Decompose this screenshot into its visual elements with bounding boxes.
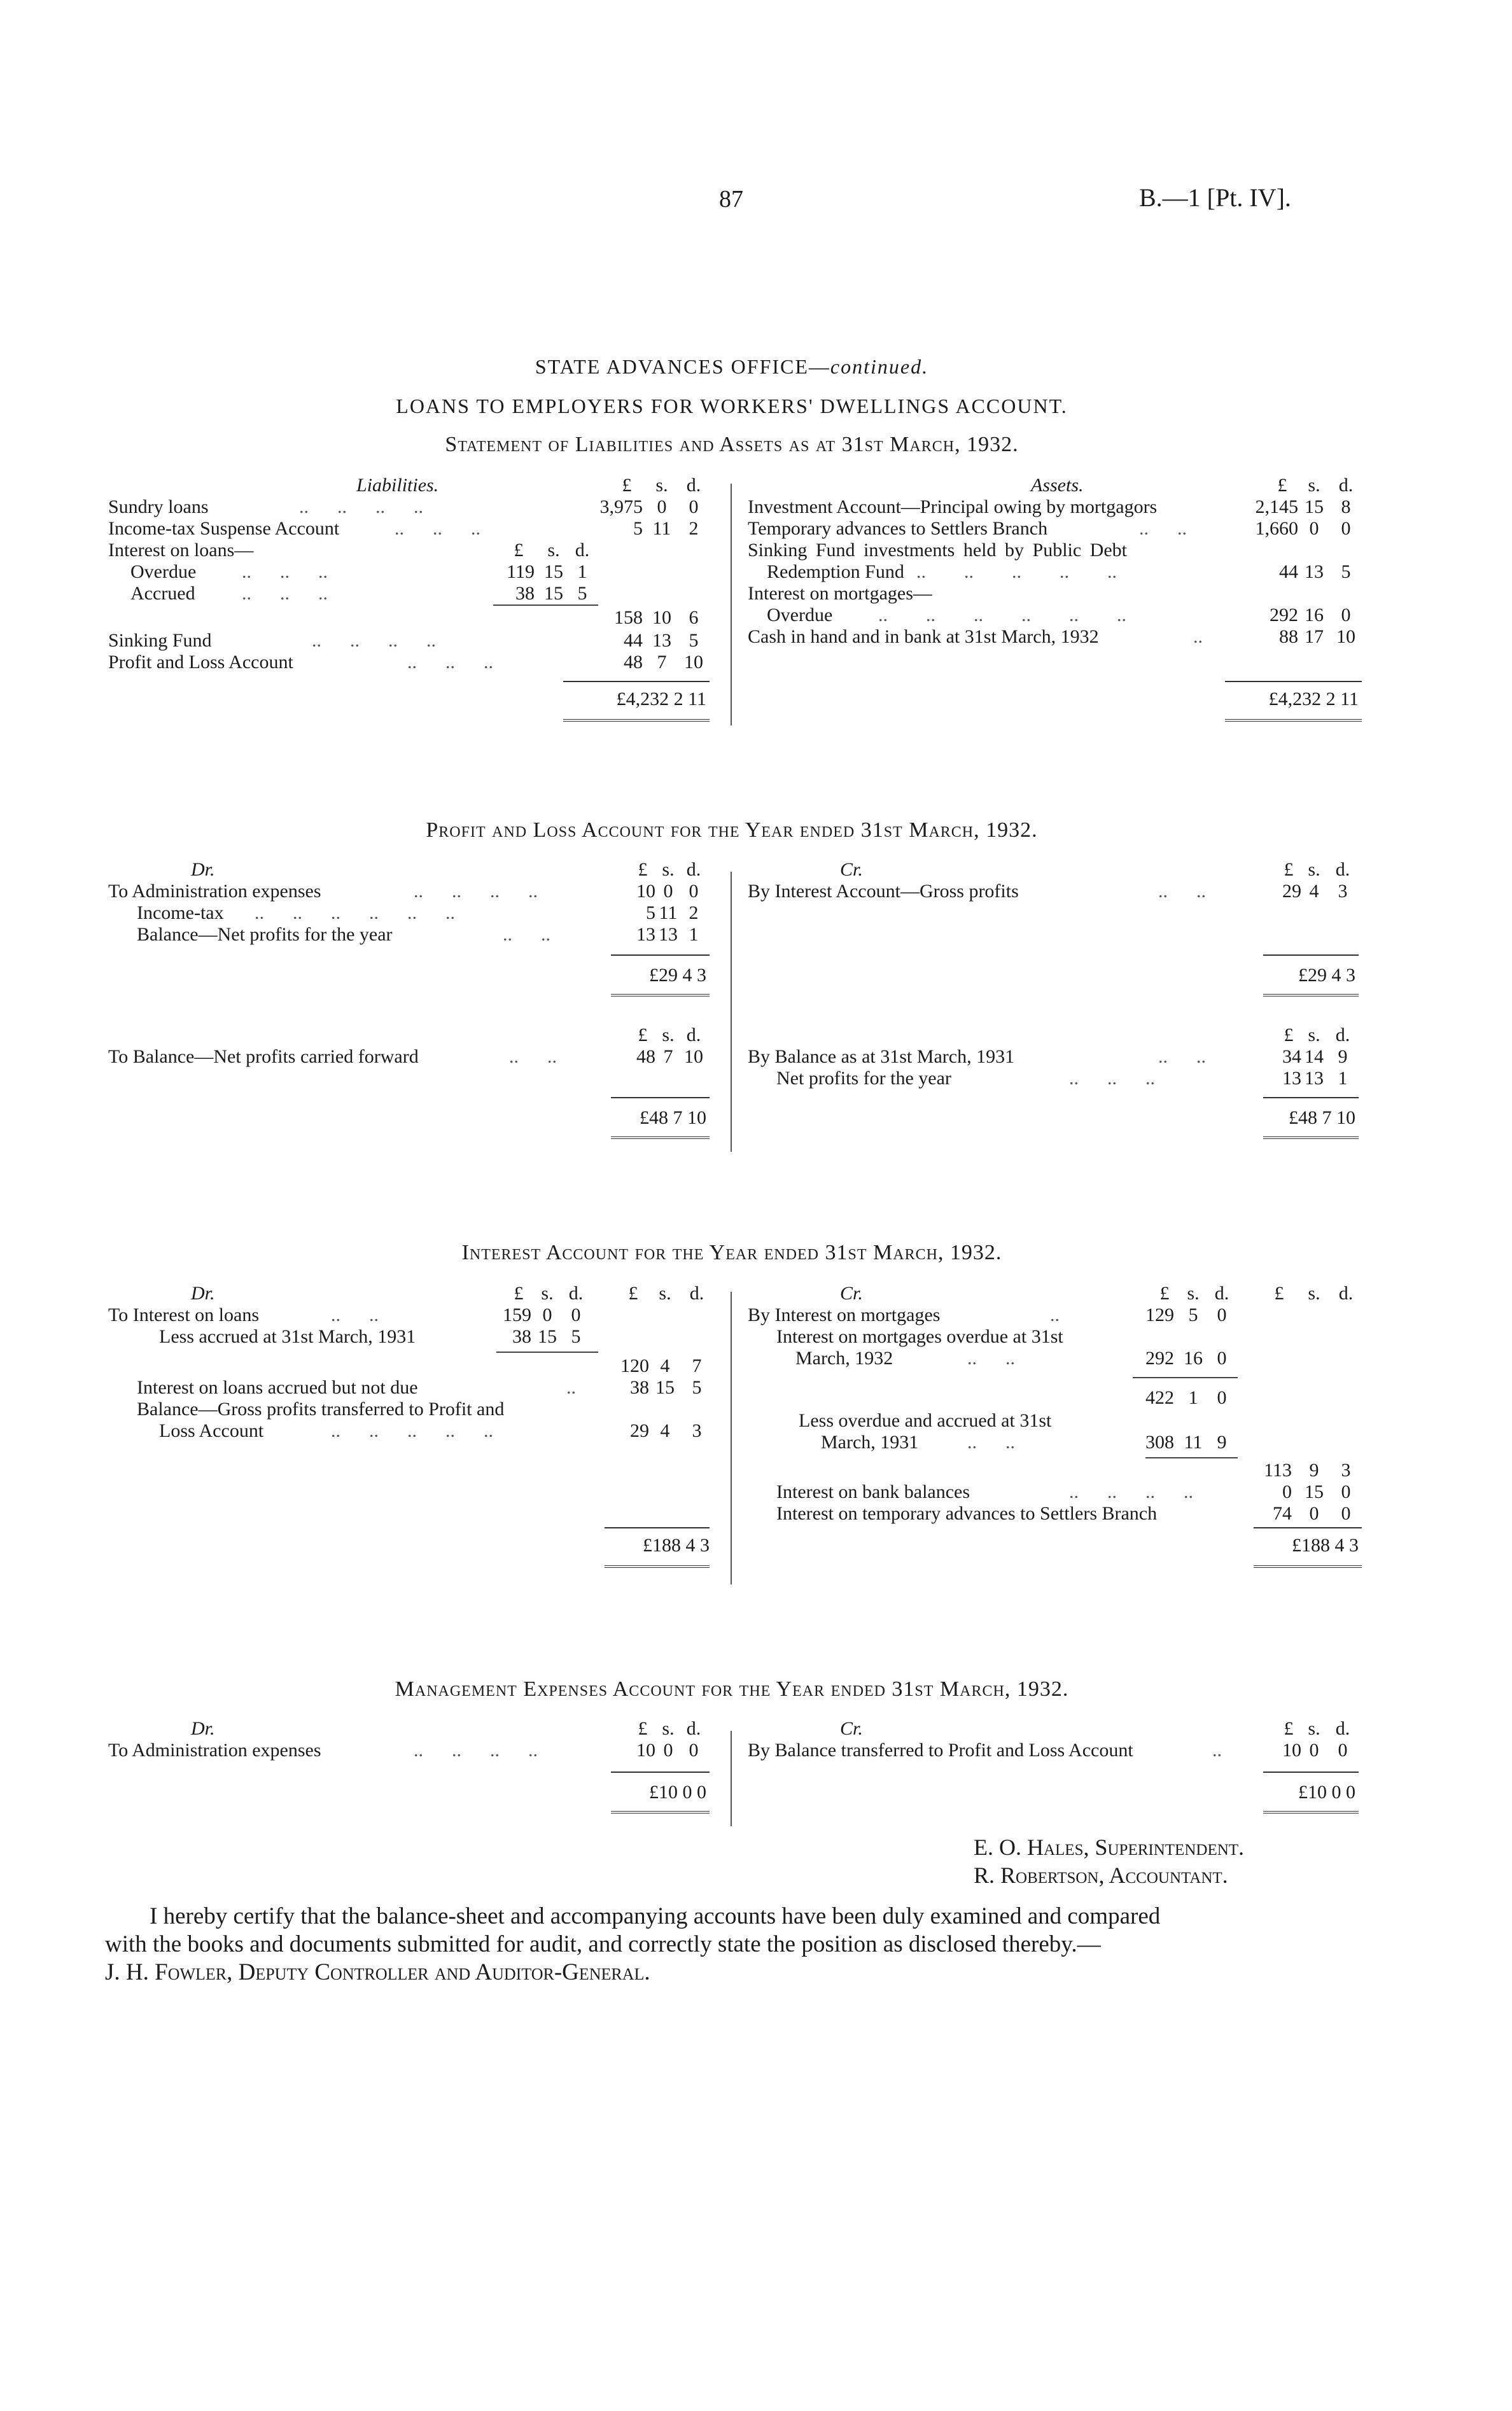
total-rule <box>1263 1772 1359 1773</box>
amount-pounds: 10 <box>636 1740 655 1761</box>
less-accrued-label: Less accrued at 31st March, 1931 <box>159 1326 416 1347</box>
amount-pence: 0 <box>689 1740 699 1761</box>
total-double-rule <box>1263 1136 1359 1143</box>
amount-pounds: 10 <box>1282 1740 1301 1761</box>
amount-shillings: 11 <box>659 902 678 923</box>
total-debit: £188 4 3 <box>643 1535 710 1556</box>
amount-shillings: 1 <box>1188 1387 1198 1408</box>
col-shillings: s. <box>1187 1283 1200 1304</box>
income-tax-label: Income-tax <box>137 902 224 923</box>
amount-shillings: 10 <box>652 607 671 628</box>
amount-pounds: 48 <box>624 652 643 673</box>
amount-pence: 2 <box>689 518 699 539</box>
amount-pounds: 119 <box>507 561 535 582</box>
col-pence: d. <box>686 1024 701 1045</box>
amount-shillings: 13 <box>1305 561 1324 582</box>
amount-pounds: 48 <box>636 1046 655 1067</box>
amount-pounds: 44 <box>624 630 643 651</box>
amount-pounds: 5 <box>633 518 643 539</box>
total-credit: £10 0 0 <box>1298 1782 1355 1803</box>
amount-shillings: 15 <box>544 583 563 604</box>
interest-on-loans-label: Interest on loans— <box>108 540 254 561</box>
amount-pence: 7 <box>692 1355 702 1376</box>
amount-shillings: 15 <box>1305 496 1324 517</box>
amount-pence: 0 <box>1341 518 1351 539</box>
balance-transferred-label: By Balance transferred to Profit and Loss Account <box>748 1740 1133 1761</box>
interest-mortgages-label: By Interest on mortgages <box>748 1304 941 1325</box>
credit-heading: Cr. <box>840 1283 863 1304</box>
amount-pounds: 34 <box>1282 1046 1301 1067</box>
amount-pounds: 44 <box>1279 561 1298 582</box>
debit-heading: Dr. <box>191 859 215 880</box>
amount-pence: 0 <box>1341 1481 1351 1502</box>
amount-pence: 10 <box>684 652 703 673</box>
total-rule <box>1254 1527 1362 1528</box>
amount-pounds: 1,660 <box>1255 518 1298 539</box>
total-rule <box>611 1097 710 1098</box>
subtotal-rule <box>493 604 598 606</box>
col-pounds: £ <box>638 1718 648 1739</box>
amount-pence: 10 <box>1336 626 1355 647</box>
amount-pence: 0 <box>1341 604 1351 625</box>
amount-shillings: 0 <box>657 496 667 517</box>
amount-pence: 0 <box>689 496 699 517</box>
amount-pence: 9 <box>1217 1432 1227 1453</box>
amount-pence: 0 <box>1338 1740 1348 1761</box>
admin-expenses-label: To Administration expenses <box>108 881 321 902</box>
amount-shillings: 0 <box>1309 1503 1319 1524</box>
total-debit: £10 0 0 <box>649 1782 706 1803</box>
col-shillings: s. <box>662 1718 675 1739</box>
sub-col-shillings: s. <box>547 540 560 561</box>
amount-pounds: 3,975 <box>599 496 643 517</box>
subtotal-rule <box>1133 1377 1238 1378</box>
col-shillings: s. <box>655 475 668 496</box>
bank-balances-label: Interest on bank balances <box>776 1481 970 1502</box>
amount-shillings: 16 <box>1305 604 1324 625</box>
interest-on-loans-label: To Interest on loans <box>108 1304 260 1325</box>
certificate-line-2: with the books and documents submitted for audit, and correctly state the position as disclosed thereby.— <box>105 1931 1101 1957</box>
col-pence: d. <box>686 475 701 496</box>
amount-pounds: 13 <box>1282 1068 1301 1089</box>
col-shillings: s. <box>1308 1024 1320 1045</box>
amount-shillings: 15 <box>544 561 563 582</box>
amount-pounds: 29 <box>1282 881 1301 902</box>
amount-pence: 0 <box>1341 1503 1351 1524</box>
amount-pounds: 159 <box>503 1304 531 1325</box>
col-shillings: s. <box>1308 475 1320 496</box>
amount-shillings: 16 <box>1184 1348 1203 1369</box>
col-shillings: s. <box>662 1024 675 1045</box>
col-shillings: s. <box>1308 859 1320 880</box>
debit-heading: Dr. <box>191 1283 215 1304</box>
amount-pounds: 158 <box>614 607 643 628</box>
amount-shillings: 15 <box>538 1326 557 1347</box>
amount-pounds: 120 <box>620 1355 649 1376</box>
column-divider <box>731 872 732 1152</box>
amount-shillings: 15 <box>655 1377 675 1398</box>
total-rule <box>1263 1097 1359 1098</box>
col-pounds: £ <box>514 1283 524 1304</box>
column-divider <box>731 1731 732 1826</box>
total-double-rule <box>563 719 710 725</box>
amount-pence: 3 <box>1338 881 1348 902</box>
amount-pence: 5 <box>577 583 587 604</box>
amount-shillings: 0 <box>1309 518 1319 539</box>
col-pence: d. <box>686 859 701 880</box>
col-shillings: s. <box>662 859 675 880</box>
amount-pounds: 29 <box>630 1420 649 1441</box>
temporary-advances-label: Interest on temporary advances to Settlers Branch <box>776 1503 1158 1524</box>
amount-pence: 0 <box>1217 1304 1227 1325</box>
amount-pence: 6 <box>689 607 699 628</box>
col-pounds: £ <box>628 1283 638 1304</box>
col-pence: d. <box>689 1283 704 1304</box>
amount-pence: 5 <box>692 1377 702 1398</box>
overdue-label: Overdue <box>767 604 833 625</box>
page-number: 87 <box>719 186 743 213</box>
column-divider <box>731 484 732 725</box>
signature-superintendent: E. O. Hales, Superintendent. <box>974 1834 1245 1860</box>
cash-label: Cash in hand and in bank at 31st March, 1932 <box>748 626 1099 647</box>
amount-pence: 0 <box>1217 1387 1227 1408</box>
sinking-fund-label: Sinking Fund <box>108 630 212 651</box>
balance-gross-label: Balance—Gross profits transferred to Profit and <box>137 1399 505 1420</box>
amount-shillings: 13 <box>652 630 671 651</box>
amount-pounds: 88 <box>1279 626 1298 647</box>
accrued-label: Accrued <box>130 583 195 604</box>
amount-pounds: 5 <box>646 902 655 923</box>
credit-heading: Cr. <box>840 1718 863 1739</box>
amount-pence: 5 <box>689 630 699 651</box>
col-pounds: £ <box>1284 859 1294 880</box>
amount-pounds: 292 <box>1145 1348 1174 1369</box>
amount-pounds: 13 <box>636 924 655 945</box>
col-pence: d. <box>1335 859 1350 880</box>
amount-pence: 3 <box>1341 1460 1351 1481</box>
amount-pounds: 10 <box>636 881 655 902</box>
subtotal-rule <box>1145 1457 1238 1458</box>
col-pounds: £ <box>638 859 648 880</box>
total-double-rule <box>1225 719 1362 725</box>
amount-pounds: 0 <box>1282 1481 1292 1502</box>
amount-shillings: 0 <box>663 881 673 902</box>
accrued-not-due-label: Interest on loans accrued but not due <box>137 1377 418 1398</box>
net-profits-year-label: Net profits for the year <box>776 1068 951 1089</box>
col-shillings: s. <box>541 1283 554 1304</box>
loss-account-label: Loss Account <box>159 1420 264 1441</box>
sub-col-pence: d. <box>575 540 590 561</box>
total-credit: £188 4 3 <box>1292 1535 1359 1556</box>
document-reference: B.—1 [Pt. IV]. <box>1139 183 1291 212</box>
admin-expenses-label: To Administration expenses <box>108 1740 321 1761</box>
interest-account-title: Interest Account for the Year ended 31st March, 1932. <box>461 1241 1002 1264</box>
profit-loss-label: Profit and Loss Account <box>108 652 293 673</box>
total-double-rule <box>611 1811 710 1817</box>
amount-pounds: 292 <box>1270 604 1298 625</box>
amount-pence: 8 <box>1341 496 1351 517</box>
amount-shillings: 7 <box>657 652 667 673</box>
march-1931-label: March, 1931 <box>821 1432 919 1453</box>
total-rule <box>605 1527 710 1528</box>
amount-shillings: 15 <box>1305 1481 1324 1502</box>
account-title: LOANS TO EMPLOYERS FOR WORKERS' DWELLINGS ACCOUNT. <box>396 395 1068 417</box>
debit-heading: Dr. <box>191 1718 215 1739</box>
less-overdue-label: Less overdue and accrued at 31st <box>799 1410 1052 1431</box>
amount-pence: 5 <box>571 1326 581 1347</box>
net-profits-label: Balance—Net profits for the year <box>137 924 393 945</box>
total-double-rule <box>611 1136 710 1143</box>
col-pounds: £ <box>622 475 632 496</box>
amount-shillings: 7 <box>663 1046 673 1067</box>
total-rule <box>611 1772 710 1773</box>
total-rule <box>1225 681 1362 682</box>
certificate-line-1: I hereby certify that the balance-sheet and accompanying accounts have been duly examined and compared <box>150 1903 1161 1929</box>
income-tax-label: Income-tax Suspense Account <box>108 518 340 539</box>
col-pence: d. <box>1214 1283 1229 1304</box>
amount-pounds: 113 <box>1264 1460 1292 1481</box>
total-rule <box>611 954 710 956</box>
office-title: STATE ADVANCES OFFICE—continued. <box>535 355 929 378</box>
amount-shillings: 14 <box>1305 1046 1324 1067</box>
amount-shillings: 0 <box>1309 1740 1319 1761</box>
column-divider <box>731 1292 732 1584</box>
profit-loss-title: Profit and Loss Account for the Year ended 31st March, 1932. <box>426 818 1038 842</box>
sinking-fund-label: Sinking Fund investments held by Public Debt <box>748 540 1127 561</box>
col-pence: d. <box>568 1283 584 1304</box>
amount-pounds: 2,145 <box>1255 496 1298 517</box>
total-double-rule <box>611 994 710 1000</box>
col-pounds: £ <box>1284 1024 1294 1045</box>
liabilities-total: £4,232 2 11 <box>616 688 706 709</box>
total-debit: £29 4 3 <box>649 965 706 986</box>
redemption-fund-label: Redemption Fund <box>767 561 904 582</box>
amount-pounds: 38 <box>512 1326 531 1347</box>
amount-pence: 0 <box>571 1304 581 1325</box>
total-double-rule <box>1263 1811 1359 1817</box>
amount-shillings: 5 <box>1188 1304 1198 1325</box>
col-pounds: £ <box>1159 1283 1170 1304</box>
assets-heading: Assets. <box>1031 475 1084 496</box>
amount-pounds: 38 <box>515 583 535 604</box>
assets-total: £4,232 2 11 <box>1268 688 1359 709</box>
total-rule <box>563 681 710 682</box>
col-pence: d. <box>1335 1024 1350 1045</box>
sub-col-pounds: £ <box>514 540 524 561</box>
total-credit: £48 7 10 <box>1289 1107 1355 1128</box>
amount-pence: 1 <box>689 924 699 945</box>
sundry-loans-label: Sundry loans <box>108 496 209 517</box>
certificate-line-3: J. H. Fowler, Deputy Controller and Auditor-General. <box>105 1959 650 1985</box>
col-pence: d. <box>1338 1283 1354 1304</box>
temporary-advances-label: Temporary advances to Settlers Branch <box>748 518 1048 539</box>
col-pence: d. <box>1338 475 1354 496</box>
amount-shillings: 4 <box>660 1420 670 1441</box>
amount-pence: 2 <box>689 902 699 923</box>
signature-accountant: R. Robertson, Accountant. <box>974 1862 1228 1888</box>
amount-shillings: 0 <box>663 1740 673 1761</box>
amount-pence: 0 <box>1217 1348 1227 1369</box>
col-pence: d. <box>686 1718 701 1739</box>
interest-mortgages-label: Interest on mortgages— <box>748 583 932 604</box>
amount-shillings: 9 <box>1309 1460 1319 1481</box>
balance-sheet-title: Statement of Liabilities and Assets as at 31st March, 1932. <box>445 433 1019 456</box>
amount-pounds: 129 <box>1145 1304 1174 1325</box>
col-pounds: £ <box>1274 1283 1284 1304</box>
interest-gross-label: By Interest Account—Gross profits <box>748 881 1019 902</box>
subtotal-rule <box>496 1352 598 1353</box>
amount-shillings: 0 <box>542 1304 552 1325</box>
col-pounds: £ <box>1284 1718 1294 1739</box>
amount-pounds: 422 <box>1145 1387 1174 1408</box>
credit-heading: Cr. <box>840 859 863 880</box>
balance-1931-label: By Balance as at 31st March, 1931 <box>748 1046 1015 1067</box>
amount-shillings: 4 <box>1309 881 1319 902</box>
amount-shillings: 11 <box>1184 1432 1203 1453</box>
col-shillings: s. <box>1308 1718 1320 1739</box>
col-shillings: s. <box>1308 1283 1320 1304</box>
total-double-rule <box>1254 1565 1362 1572</box>
total-rule <box>1263 954 1359 956</box>
amount-pence: 1 <box>577 561 587 582</box>
amount-pence: 10 <box>684 1046 703 1067</box>
amount-pounds: 38 <box>630 1377 649 1398</box>
amount-shillings: 13 <box>659 924 678 945</box>
amount-pence: 5 <box>1341 561 1351 582</box>
amount-pence: 1 <box>1338 1068 1348 1089</box>
amount-pounds: 74 <box>1273 1503 1292 1524</box>
liabilities-heading: Liabilities. <box>356 475 439 496</box>
col-pounds: £ <box>638 1024 648 1045</box>
amount-shillings: 13 <box>1305 1068 1324 1089</box>
overdue-label: Overdue <box>130 561 197 582</box>
amount-shillings: 11 <box>652 518 671 539</box>
mortgages-overdue-label: Interest on mortgages overdue at 31st <box>776 1326 1063 1347</box>
col-shillings: s. <box>659 1283 671 1304</box>
total-debit: £48 7 10 <box>640 1107 706 1128</box>
amount-shillings: 4 <box>660 1355 670 1376</box>
amount-pence: 3 <box>692 1420 702 1441</box>
total-double-rule <box>1263 994 1359 1000</box>
amount-pence: 0 <box>689 881 699 902</box>
amount-pounds: 308 <box>1145 1432 1174 1453</box>
investment-label: Investment Account—Principal owing by mortgagors <box>748 496 1158 517</box>
col-pounds: £ <box>1277 475 1287 496</box>
amount-shillings: 17 <box>1305 626 1324 647</box>
total-credit: £29 4 3 <box>1298 965 1355 986</box>
march-1932-label: March, 1932 <box>795 1348 893 1369</box>
col-pence: d. <box>1335 1718 1350 1739</box>
balance-carried-label: To Balance—Net profits carried forward <box>108 1046 419 1067</box>
total-double-rule <box>605 1565 710 1572</box>
amount-pence: 9 <box>1338 1046 1348 1067</box>
management-title: Management Expenses Account for the Year ended 31st March, 1932. <box>395 1677 1069 1701</box>
